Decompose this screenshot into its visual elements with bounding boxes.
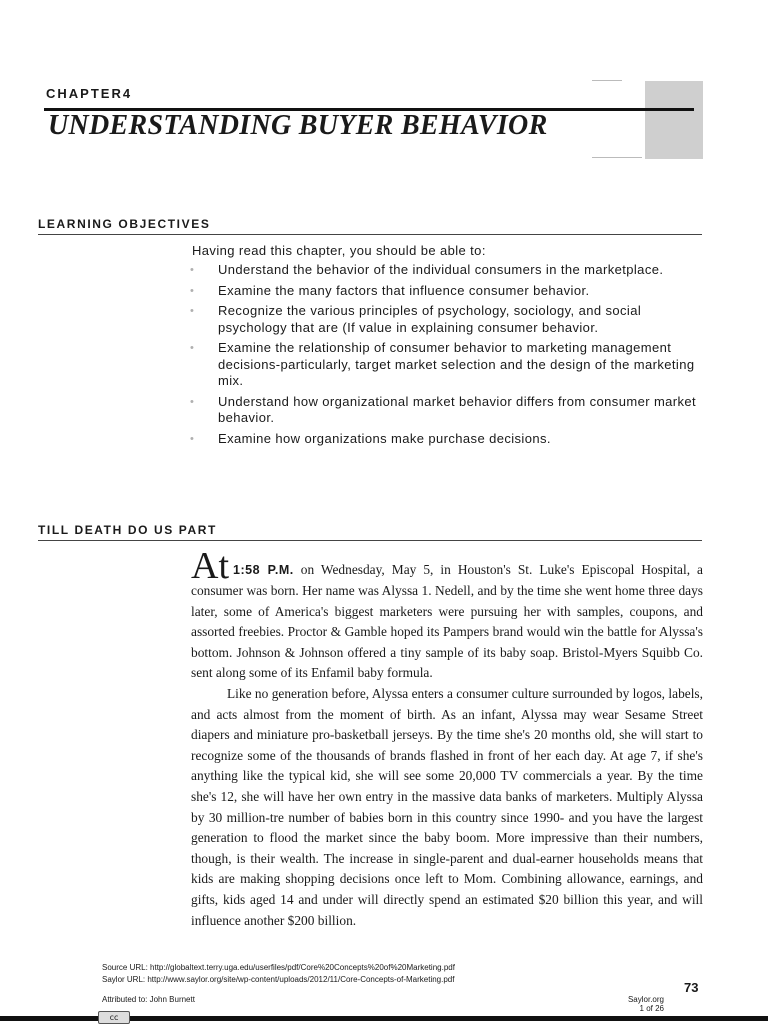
objective-item: • Examine how organizations make purchase decisions.	[190, 431, 698, 448]
story-paragraph	[191, 545, 703, 684]
page-of: 1 of 26	[639, 1004, 664, 1013]
drop-cap: At	[191, 545, 229, 587]
objectives-intro: Having read this chapter, you should be able to:	[192, 243, 486, 258]
page-number: 73	[684, 980, 699, 995]
objective-item: • Understand how organizational market behavior differs from consumer market behavior.	[190, 394, 698, 427]
story-time: 1:58 P.M.	[233, 563, 294, 577]
learning-objectives-heading: LEARNING OBJECTIVES	[38, 217, 211, 231]
objectives-list	[190, 262, 698, 451]
decorative-rule	[592, 80, 622, 81]
story-paragraph: Like no generation before, Alyssa enters a consumer culture surrounded by logos, labels, and acts almost from the moment of birth. As an infant, Alyssa may wear Sesame Street diapers and miniature pro-basketball jerseys. By the time she's 20 months old, she will start to recognize some of the thousands of brands flashed in front of her each day. At age 7, if she's anything like the typical kid, she will see some 20,000 TV commercials a year. By the time she's 12, she will have her own entry in the massive data banks of marketers. Multiply Alyssa by 30 million-tre number of babies born in this country since 1990- and you have the largest generation to flood the market since the baby boom. More impressive than their numbers, though, is their wealth. The increase in single-parent and dual-earner households means that kids are making shopping decisions once left to Mom. Combining allowance, earnings, and gifts, kids aged 14 and under will directly spend an estimated $20 billion this year, and will influence another $200 billion.	[191, 685, 703, 928]
section-rule	[38, 234, 702, 235]
section-rule	[38, 540, 702, 541]
objective-item: • Understand the behavior of the individual consumers in the marketplace.	[190, 262, 698, 279]
objective-item: • Examine the many factors that influence consumer behavior.	[190, 283, 698, 300]
attribution: Attributed to: John Burnett	[102, 995, 195, 1004]
story-heading: TILL DEATH DO US PART	[38, 523, 217, 537]
cc-license-icon: cc	[98, 1011, 130, 1024]
decorative-rule	[592, 157, 642, 158]
objective-item: • Recognize the various principles of psychology, sociology, and social psychology that are (If value in explaining consumer behavior.	[190, 303, 698, 336]
chapter-title: UNDERSTANDING BUYER BEHAVIOR	[48, 110, 548, 141]
story-text: on Wednesday, May 5, in Houston's St. Luke's Episcopal Hospital, a consumer was born. Her name was Alyssa 1. Nedell, and by the time she went home three days later, some of America's biggest marketers were pursuing her with samples, coupons, and assorted freebies. Proctor & Gamble hoped its Pampers brand would win the battle for Alyssa's bottom. Johnson & Johnson offered a tiny sample of its baby soap. Bristol-Myers Squibb Co. sent along some of its Enfamil baby formula.	[191, 562, 703, 681]
chapter-label: CHAPTER4	[46, 86, 133, 101]
story-body	[191, 545, 703, 931]
objective-item: • Examine the relationship of consumer behavior to marketing management decisions-particularly, target market selection and the design of the marketing mix.	[190, 340, 698, 390]
decorative-gray-block	[645, 81, 703, 159]
saylor-url: Saylor URL: http://www.saylor.org/site/wp-content/uploads/2012/11/Core-Concepts-of-Marketing.pdf	[102, 975, 455, 984]
source-url: Source URL: http://globaltext.terry.uga.edu/userfiles/pdf/Core%20Concepts%20of%20Marketing.pdf	[102, 963, 455, 972]
saylor-org: Saylor.org	[627, 995, 664, 1004]
